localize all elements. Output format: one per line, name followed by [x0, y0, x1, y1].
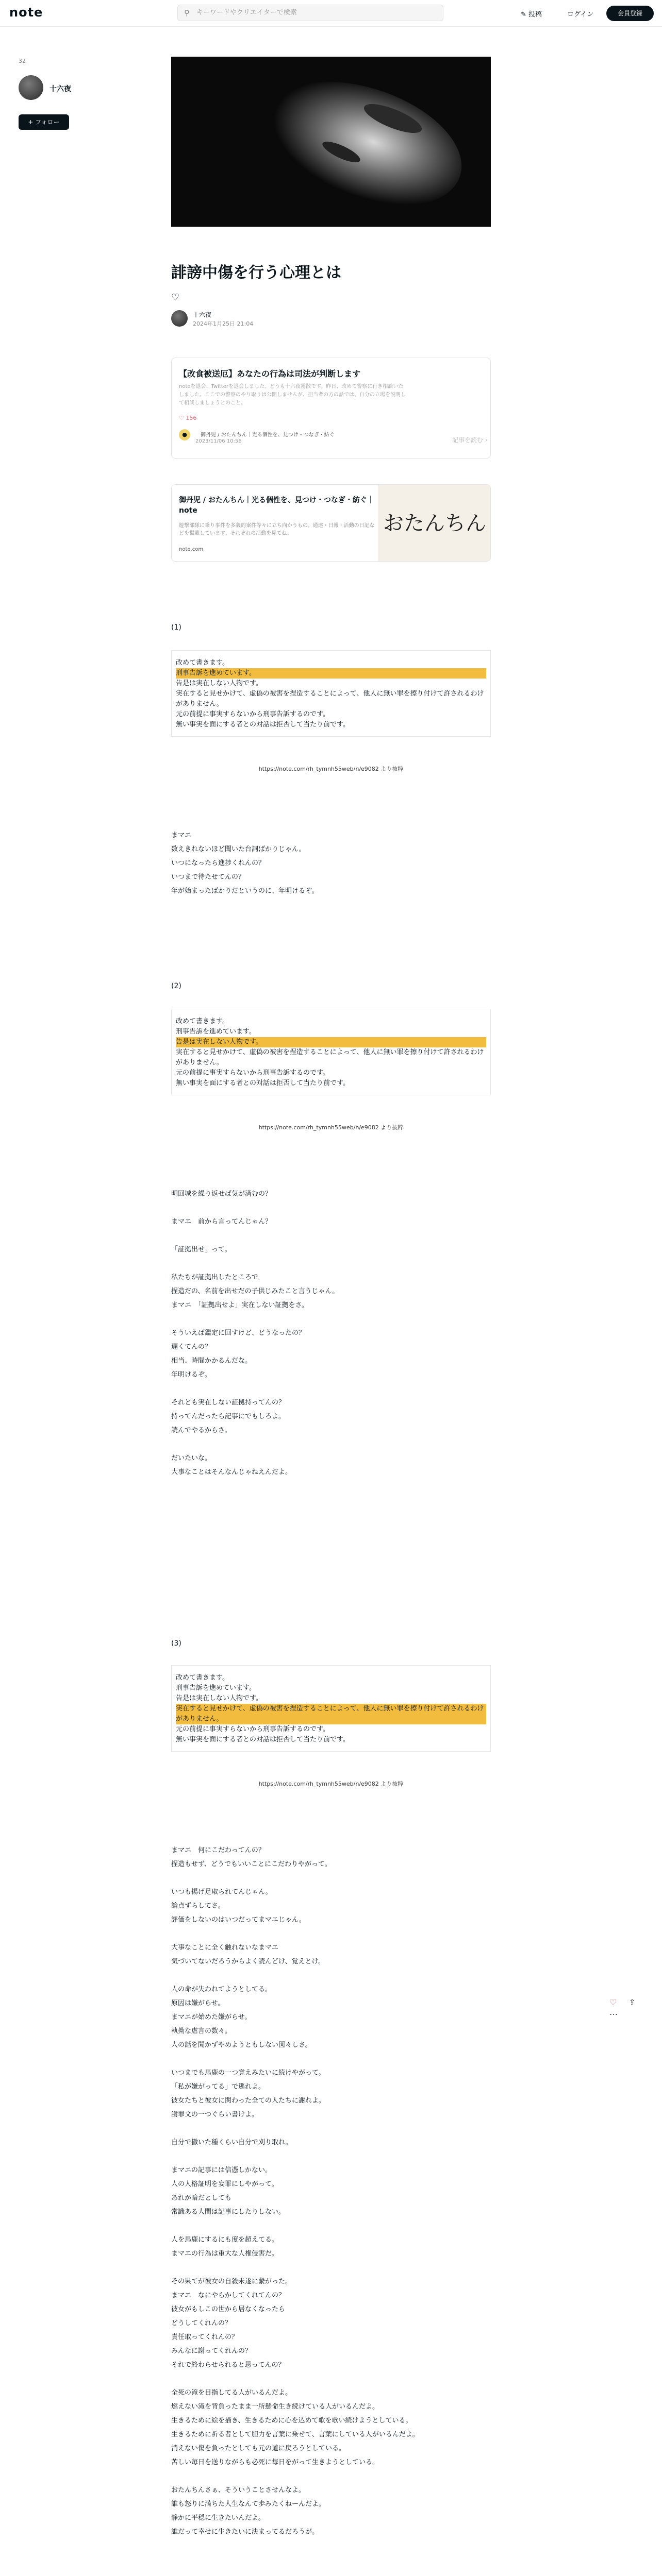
quote-cite-2[interactable]: https://note.com/rh_tymnh55web/n/e9082 より抜粋 [258, 1124, 404, 1131]
sidebar-count: 32 [19, 58, 26, 64]
publish-date: 2024年1月25日 21:04 [193, 320, 254, 327]
paragraph-line: いつになったら進捗くれんの？ [171, 859, 266, 867]
section-body-1 [171, 828, 491, 912]
paragraph-line: まマエ 何にこだわってんの？ [171, 1846, 265, 1854]
paragraph-line: 人を馬鹿にするにも度を超えてる。 [171, 2236, 279, 2244]
float-more-icon[interactable]: … [609, 2007, 618, 2017]
embed2-title: 御丹児 / おたんちん｜光る個性を、見つけ・つなぎ・紡ぐ｜note [179, 496, 374, 515]
paragraph [171, 1215, 491, 1229]
page-title: 誹謗中傷を行う心理とは [171, 264, 341, 282]
embed-author-icon: ● [179, 429, 190, 440]
paragraph-line: みんなに謝ってくれんの？ [171, 2347, 252, 2355]
paragraph-line: 大事なことに全く触れないなまマエ [171, 1944, 279, 1952]
quote-line: 元の前提に事実すらないから刑事告訴するのです。 [176, 1725, 329, 1733]
paragraph-line: 全死の滝を目指してる人がいるんだよ。 [171, 2389, 292, 2397]
paragraph-line: 彼女たちと彼女に関わった全ての人たちに謝れよ。 [171, 2097, 325, 2105]
embed-like-count: ♡ 156 [179, 415, 197, 421]
paragraph-line: そういえば鑑定に回すけど、どうなったの？ [171, 1329, 306, 1337]
quote-line: 元の前提に事実すらないから刑事告訴するのです。 [176, 1069, 329, 1077]
paragraph-line: それで終わらせられると思ってんの？ [171, 2361, 285, 2369]
header [0, 0, 662, 27]
search-input[interactable] [177, 5, 443, 21]
paragraph-line: まマエ なにやらかしてくれてんの？ [171, 2292, 286, 2299]
embed-read-more[interactable]: 記事を読む › [452, 436, 488, 444]
paragraph-line: いつも揚げ足取られてんじゃん。 [171, 1888, 272, 1896]
paragraph [171, 1187, 491, 1201]
quote-block-1 [171, 650, 491, 737]
quote-cite-3[interactable]: https://note.com/rh_tymnh55web/n/e9082 より抜粋 [258, 1781, 404, 1787]
paragraph-line: まマエ [171, 832, 198, 839]
paragraph-line: 年が始まったばかりだというのに、年明けるぞ。 [171, 887, 319, 895]
paragraph-line: 原因は嫌がらせ。 [171, 1999, 225, 2007]
float-actions [609, 1997, 662, 2017]
paragraph [171, 1843, 491, 1871]
embed2-description: 遊撃部隊に乗り事件を多義的案件等々に立ち向かうもの。通達・日報・活動の日記などを掲載しています。それぞれの活動を見てね。 [179, 523, 375, 536]
quote-line: 刑事告訴を進めています。 [176, 1028, 256, 1036]
signup-button[interactable]: 会員登録 [606, 6, 654, 21]
embed-description: noteを退会、Twitterを退会しました。どうも十六夜霧散です。昨日、改めて警察に行き相談いたしました。ここでの警察のやり取りは公開しませんが、担当者の方の話では、自分の立場を説明して相談しましょうとのこと。 [179, 384, 406, 406]
paragraph-line: まマエが始めた嫌がらせ。 [171, 2013, 252, 2021]
paragraph-line: 消えない傷を負ったとしても元の道に戻ろうとしている。 [171, 2445, 346, 2452]
paragraph-line: 彼女がもしこの世から居なくなったら [171, 2306, 286, 2313]
hero-face-image [171, 57, 491, 227]
paragraph-line: 人の命が失われてようとしてる。 [171, 1986, 272, 1993]
paragraph [171, 1451, 491, 1479]
paragraph-line: 明回城を繰り返せば気が済むの？ [171, 1190, 272, 1198]
paragraph-line: 相当、時間かかるんだな。 [171, 1357, 252, 1365]
paragraph-line: いつまで待たせてんの？ [171, 873, 245, 881]
paragraph-line: 「証拠出せ」って。 [171, 1246, 231, 1253]
paragraph-line: 責任取ってくれんの？ [171, 2333, 239, 2341]
paragraph [171, 1982, 491, 2052]
paragraph-line: 人の話を聞かずやめようともしない図々しさ。 [171, 2041, 312, 2049]
quote-line: 無い事実を面にする者との対話は拒否して当たり前です。 [176, 1079, 350, 1087]
paragraph-line: 読んでやるからさ。 [171, 1427, 231, 1434]
paragraph-line: まマエ 前から言ってんじゃん？ [171, 1218, 272, 1226]
paragraph [171, 2066, 491, 2122]
paragraph [171, 2275, 491, 2372]
paragraph-line: まマエ 「証拠出せよ」実在しない証拠をさ。 [171, 1301, 308, 1309]
paragraph-line: まマエの記事には信憑しかない。 [171, 2166, 272, 2174]
paragraph-line: 私たちが証拠出したところで [171, 1274, 258, 1281]
search-icon: ⚲ [184, 8, 190, 18]
quote-line: 無い事実を面にする者との対話は拒否して当たり前です。 [176, 1736, 350, 1743]
pen-icon: ✎ [521, 11, 526, 19]
section-body-2 [171, 1187, 491, 1493]
quote-line: 改めて書きます。 [176, 659, 229, 667]
quote-line: 実在すると見せかけて、虚偽の被害を捏造することによって、他人に無い罪を擦り付けて許されるわけがありません。 [176, 1048, 484, 1066]
embed-card-article[interactable] [171, 358, 491, 459]
paragraph [171, 2483, 491, 2539]
quote-line: 刑事告訴を進めています。 [176, 668, 486, 679]
author-avatar[interactable] [171, 310, 188, 327]
paragraph [171, 2136, 491, 2149]
author-name[interactable]: 十六夜 [193, 311, 212, 318]
paragraph [171, 1243, 491, 1257]
paragraph-line: 持ってんだったら記事にでもしろよ。 [171, 1413, 286, 1420]
paragraph-line: 生きるために祈る者として胆力を言葉に乗せて、言葉にしている人がいるんだよ。 [171, 2431, 419, 2438]
section-label-1: (1) [171, 623, 181, 632]
embed-date: 2023/11/06 10:56 [195, 438, 242, 444]
paragraph-line: 謝罪文の一つぐらい書けよ。 [171, 2111, 259, 2119]
quote-line: 改めて書きます。 [176, 1018, 229, 1025]
embed2-domain: note.com [179, 547, 204, 552]
paragraph-line: 人の人格証明を妄罪にしやがって。 [171, 2180, 278, 2188]
section-label-3: (3) [171, 1639, 181, 1648]
embed-title: 【改食被送厄】あなたの行為は司法が判断します [179, 369, 361, 379]
post-button[interactable] [521, 9, 542, 19]
quote-line: 実在すると見せかけて、虚偽の被害を捏造することによって、他人に無い罪を擦り付けて許されるわけがありません。 [176, 1704, 486, 1724]
paragraph-line: 捏造だの、名前を出せだの子供じみたこと言うじゃん。 [171, 1287, 339, 1295]
paragraph [171, 2163, 491, 2219]
section-body-3 [171, 1843, 491, 2553]
paragraph-line: 大事なことはそんなんじゃねえんだよ。 [171, 1468, 292, 1476]
paragraph [171, 2233, 491, 2261]
paragraph [171, 1396, 491, 1437]
paragraph-line: 数えきれないほど聞いた台詞ばかりじゃん。 [171, 845, 306, 853]
paragraph-line: 生きるために絵を描き、生きるために心を込めて歌を歌い続けようとしている。 [171, 2417, 412, 2425]
hero-image [171, 57, 491, 227]
paragraph-line: 誰も怒りに満ちた人生なんて歩みたくねーんだよ。 [171, 2500, 326, 2508]
paragraph-line: 遅くてんの？ [171, 1343, 212, 1351]
paragraph-line: どうしてくれんの？ [171, 2319, 232, 2327]
search-placeholder: キーワードやクリエイターで検索 [196, 9, 297, 16]
float-share-icon[interactable]: ⇪ [628, 1997, 636, 2007]
sidebar-author-name[interactable]: 十六夜 [49, 85, 71, 93]
paragraph [171, 1326, 491, 1382]
paragraph [171, 2386, 491, 2469]
note-logo[interactable]: note [9, 5, 43, 20]
paragraph-line: あれが暗だとしても [171, 2194, 232, 2202]
login-link[interactable]: ログイン [567, 11, 594, 19]
paragraph-line: まマエの行為は重大な人権侵害だ。 [171, 2250, 279, 2258]
quote-line: 告是は実在しない人物です。 [176, 1694, 262, 1702]
paragraph-line: 燃えない滝を背負ったまま一所懸命生き続けている人がいるんだよ。 [171, 2403, 379, 2411]
section-label-2: (2) [171, 982, 181, 990]
paragraph-line: 年明けるぞ。 [171, 1371, 211, 1379]
paragraph [171, 1270, 491, 1312]
paragraph-line: 捏造もせず、どうでもいいことにこだわりやがって。 [171, 1860, 332, 1868]
paragraph-line: それとも実在しない証拠持ってんの？ [171, 1399, 286, 1406]
float-like-icon[interactable]: ♡ [609, 1997, 617, 2007]
paragraph-line: その果てが彼女の自殺未遂に繋がった。 [171, 2278, 292, 2285]
paragraph-line: 常識ある人間は記事にしたりしない。 [171, 2208, 286, 2216]
paragraph [171, 828, 491, 898]
paragraph-line: だいたいな。 [171, 1454, 212, 1462]
paragraph-line: 「私が嫌がってる」で逃れよ。 [171, 2083, 266, 2091]
embed2-image: おたんちん [378, 485, 491, 562]
quote-block-3 [171, 1665, 491, 1752]
paragraph-line: 誰だって幸せに生きたいに決まってるだろうが。 [171, 2528, 319, 2536]
paragraph-line: 気づいてないだろうからよく読んどけ、覚えとけ。 [171, 1958, 325, 1965]
paragraph-line: おたんちんさぁ、そういうことさせんなよ。 [171, 2486, 306, 2494]
paragraph-line: 苦しい毎日を送りながらも必死に毎日をがって生きようとしている。 [171, 2459, 379, 2466]
quote-line: 告是は実在しない人物です。 [176, 1037, 486, 1047]
paragraph-line: 評価をしないのはいつだってまマエじゃん。 [171, 1916, 306, 1924]
quote-line: 無い事実を面にする者との対話は拒否して当たり前です。 [176, 721, 350, 728]
quote-line: 刑事告訴を進めています。 [176, 1684, 256, 1692]
follow-button[interactable]: + フォロー [19, 114, 69, 130]
paragraph-line: 執拗な虐言の数々。 [171, 2027, 232, 2035]
paragraph [171, 1941, 491, 1969]
avatar[interactable] [19, 75, 43, 100]
paragraph [171, 1885, 491, 1927]
paragraph-line: 自分で撒いた種くらい自分で刈り取れ。 [171, 2139, 292, 2146]
quote-line: 元の前提に事実すらないから刑事告訴するのです。 [176, 710, 329, 718]
paragraph-line: 静かに平穏に生きたいんだよ。 [171, 2514, 266, 2522]
quote-block-2 [171, 1009, 491, 1095]
quote-line: 改めて書きます。 [176, 1674, 229, 1682]
like-icon[interactable]: ♡ [171, 292, 180, 303]
quote-cite-1[interactable]: https://note.com/rh_tymnh55web/n/e9082 より抜粋 [258, 766, 404, 772]
embed-card-profile[interactable] [171, 484, 491, 562]
quote-line: 実在すると見せかけて、虚偽の被害を捏造することによって、他人に無い罪を擦り付けて許されるわけがありません。 [176, 690, 484, 708]
paragraph-line: 論点ずらしてさ。 [171, 1902, 225, 1910]
embed-source: 御丹児 / おたんちん｜光る個性を、見つけ・つなぎ・紡ぐ [195, 432, 335, 438]
quote-line: 告是は実在しない人物です。 [176, 680, 262, 687]
paragraph-line: いつまでも馬鹿の一つ覚えみたいに続けやがって。 [171, 2069, 325, 2077]
post-label: 投稿 [528, 11, 542, 19]
